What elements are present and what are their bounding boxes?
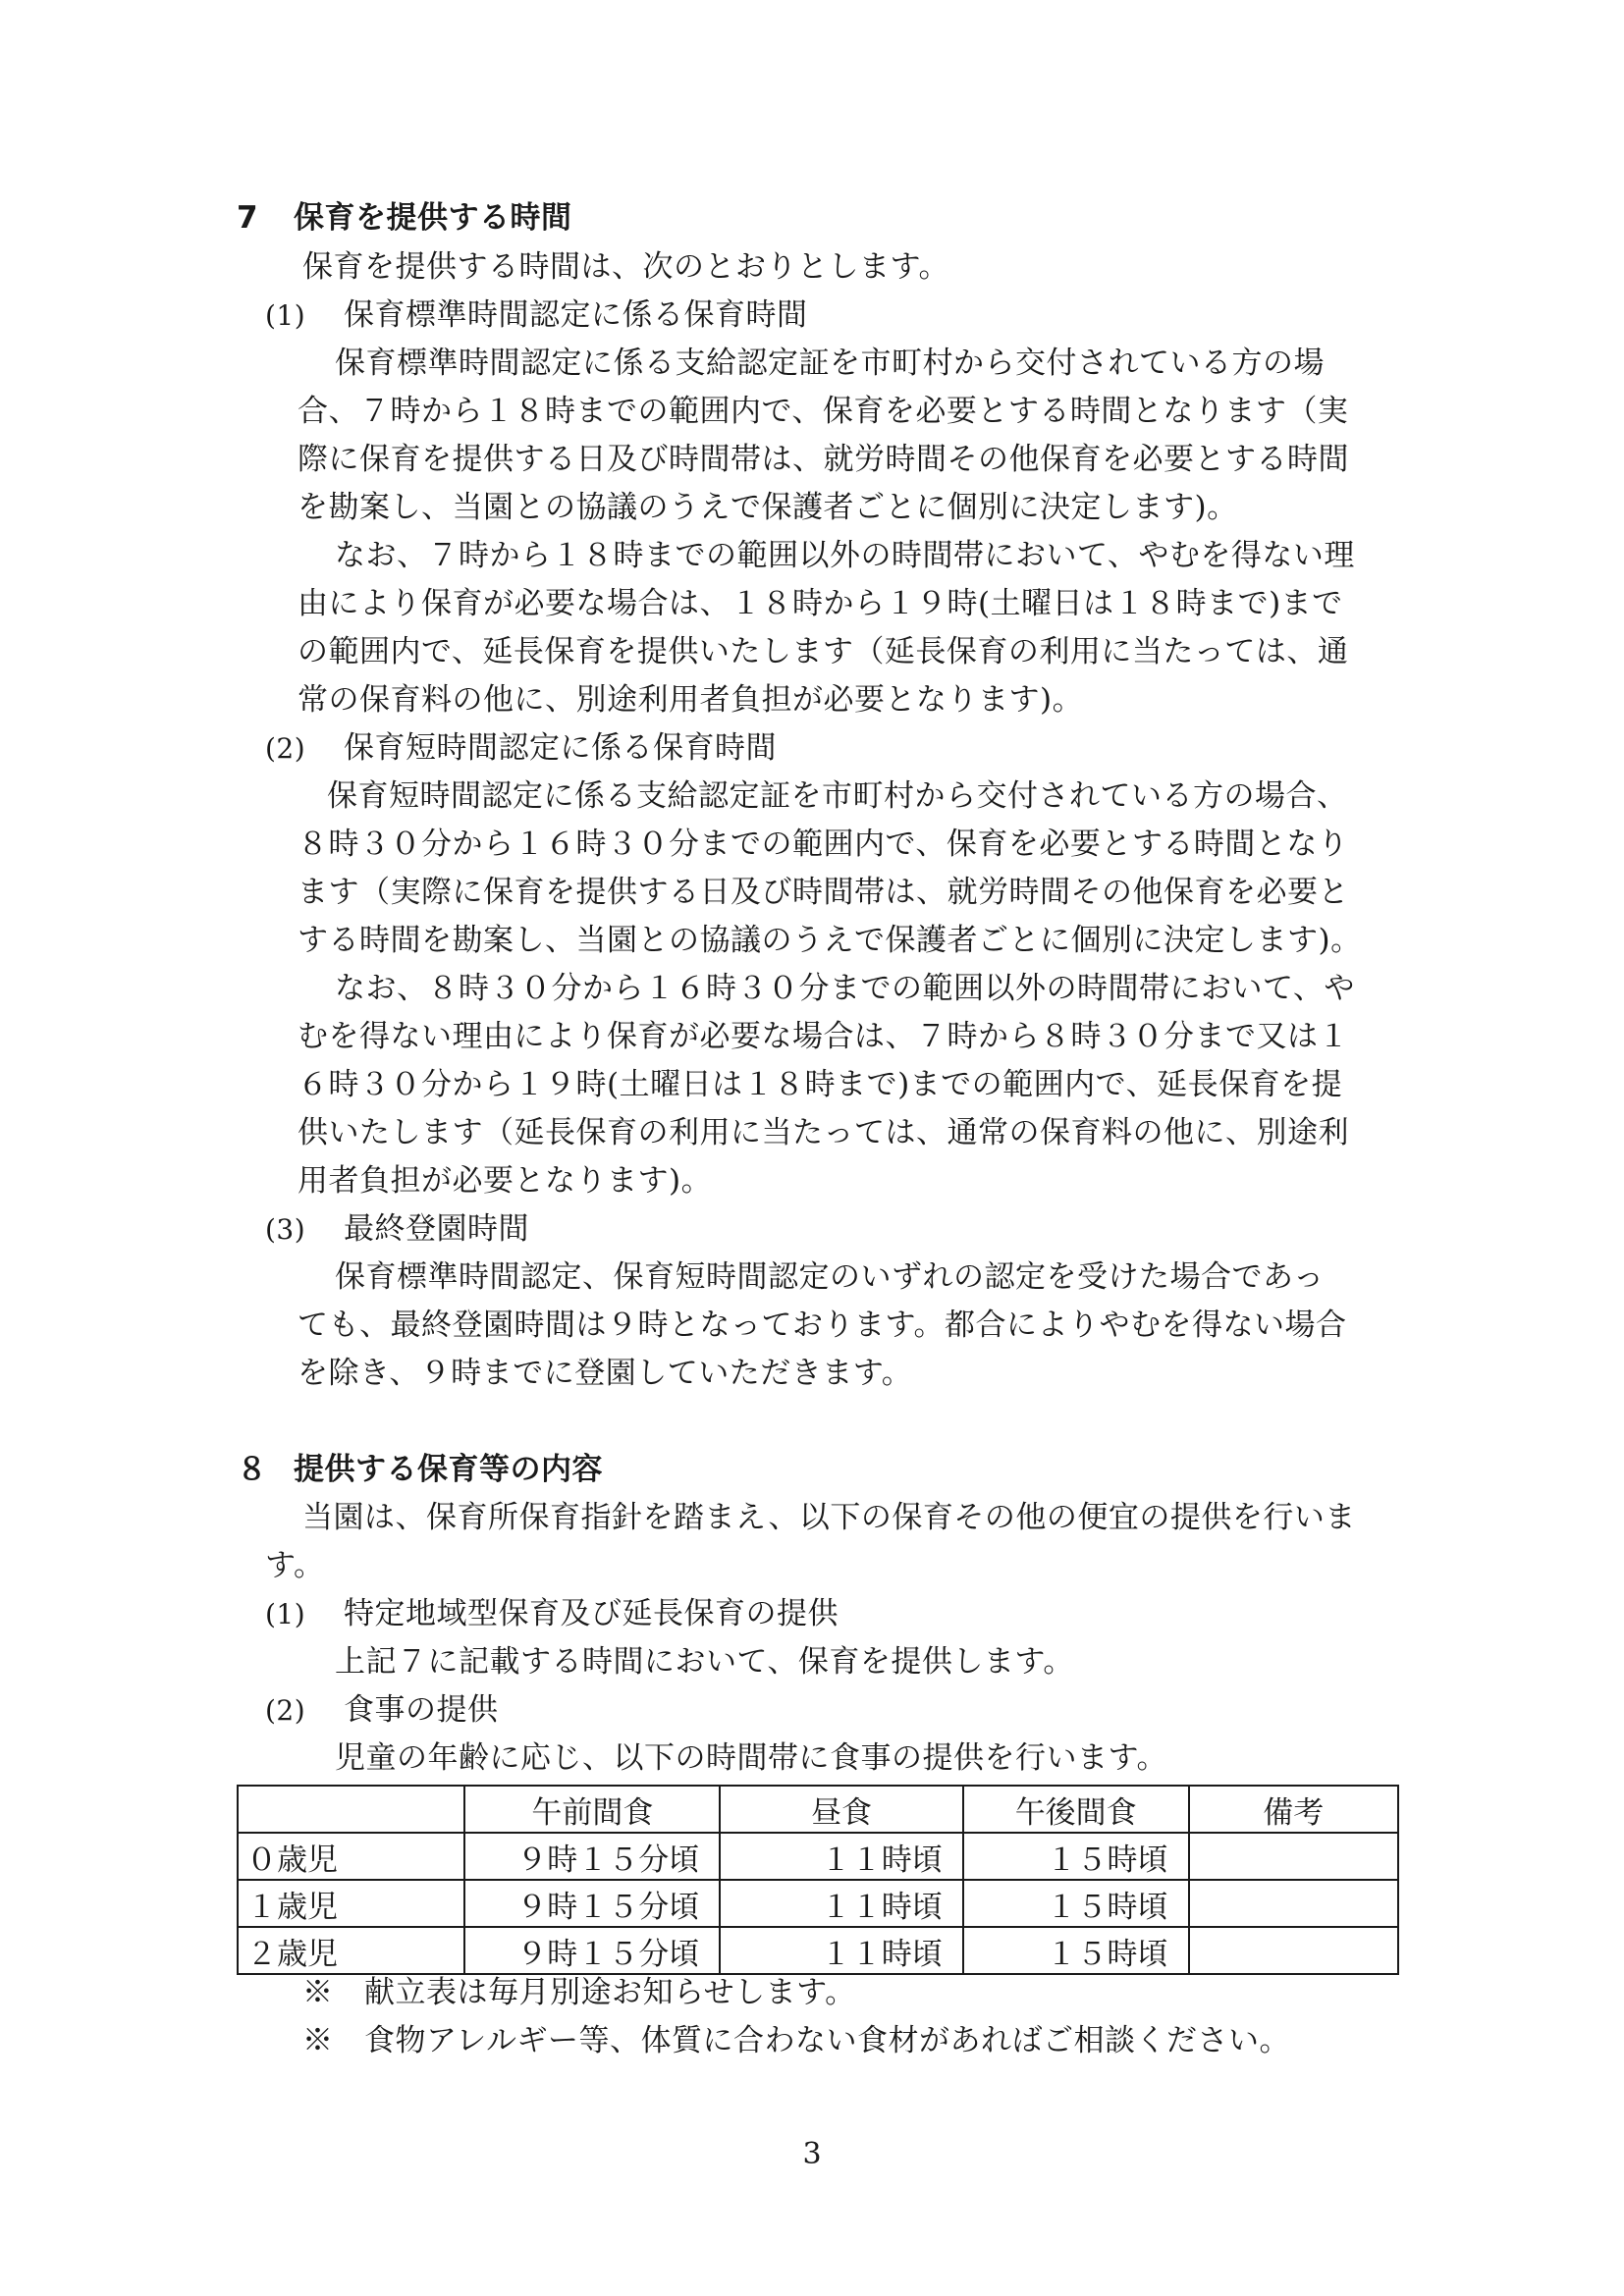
paragraph-line: 当園は、保育所保育指針を踏まえ、以下の保育その他の便宜の提供を行いま xyxy=(302,1500,1356,1535)
paragraph-line: ても、最終登園時間は９時となっております。都合によりやむを得ない場合 xyxy=(298,1308,1347,1343)
table-cell: ２歳児 xyxy=(238,1927,464,1974)
paragraph-line: ６時３０分から１９時(土曜日は１８時まで)までの範囲内で、延長保育を提 xyxy=(298,1067,1343,1102)
table-cell: １１時頃 xyxy=(720,1833,963,1880)
paragraph-line: 上記７に記載する時間において、保育を提供します。 xyxy=(335,1644,1074,1680)
table-cell: １歳児 xyxy=(238,1880,464,1927)
table-cell xyxy=(1189,1833,1398,1880)
paragraph-line: 供いたします（延長保育の利用に当たっては、通常の保育料の他に、別途利 xyxy=(298,1115,1349,1150)
subsection-7-3-title: 最終登園時間 xyxy=(344,1211,529,1247)
subsection-7-3-number: (3) xyxy=(265,1213,306,1246)
table-cell: ９時１５分頃 xyxy=(464,1880,720,1927)
paragraph-line: 常の保育料の他に、別途利用者負担が必要となります)。 xyxy=(298,682,1084,718)
subsection-7-1-heading xyxy=(265,295,808,336)
paragraph-line: 保育標準時間認定、保育短時間認定のいずれの認定を受けた場合であっ xyxy=(335,1259,1325,1295)
table-cell: ９時１５分頃 xyxy=(464,1927,720,1974)
subsection-7-1-number: (1) xyxy=(265,299,306,332)
section-7-number: 7 xyxy=(237,200,259,236)
table-cell xyxy=(1189,1880,1398,1927)
section-7-title: 保育を提供する時間 xyxy=(294,200,572,236)
subsection-8-2-number: (2) xyxy=(265,1694,306,1727)
paragraph-line: なお、８時３０分から１６時３０分までの範囲以外の時間帯において、や xyxy=(335,971,1355,1006)
subsection-8-2-title: 食事の提供 xyxy=(344,1692,499,1728)
paragraph-line: 際に保育を提供する日及び時間帯は、就労時間その他保育を必要とする時間 xyxy=(298,442,1349,477)
table-cell: １５時頃 xyxy=(963,1927,1189,1974)
section-7-intro: 保育を提供する時間は、次のとおりとします。 xyxy=(302,249,950,285)
table-header-cell: 備考 xyxy=(1189,1786,1398,1833)
table-row xyxy=(238,1880,1398,1927)
paragraph-line: 保育短時間認定に係る支給認定証を市町村から交付されている方の場合、 xyxy=(327,778,1348,814)
subsection-8-1-number: (1) xyxy=(265,1598,306,1630)
section-8-number: ８ xyxy=(237,1452,268,1487)
subsection-7-2-title: 保育短時間認定に係る保育時間 xyxy=(344,730,777,766)
paragraph-line: を勘案し、当園との協議のうえで保護者ごとに個別に決定します)。 xyxy=(298,490,1238,525)
paragraph-line: 合、７時から１８時までの範囲内で、保育を必要とする時間となります（実 xyxy=(298,394,1349,429)
note-line: ※ 食物アレルギー等、体質に合わない食材があればご相談ください。 xyxy=(302,2023,1290,2058)
meal-schedule-table xyxy=(237,1785,1399,1975)
paragraph-line: の範囲内で、延長保育を提供いたします（延長保育の利用に当たっては、通 xyxy=(298,634,1349,669)
paragraph-line: 用者負担が必要となります)。 xyxy=(298,1163,713,1199)
table-cell: １１時頃 xyxy=(720,1880,963,1927)
section-7-heading xyxy=(237,198,572,238)
table-cell xyxy=(1189,1927,1398,1974)
paragraph-line: す。 xyxy=(265,1548,325,1583)
subsection-7-2-heading xyxy=(265,728,777,769)
table-cell: ９時１５分頃 xyxy=(464,1833,720,1880)
section-8-title: 提供する保育等の内容 xyxy=(294,1452,603,1487)
paragraph-line: 児童の年齢に応じ、以下の時間帯に食事の提供を行います。 xyxy=(335,1740,1168,1776)
table-cell: １１時頃 xyxy=(720,1927,963,1974)
paragraph-line: 由により保育が必要な場合は、１８時から１９時(土曜日は１８時まで)まで xyxy=(298,586,1343,621)
subsection-8-1-title: 特定地域型保育及び延長保育の提供 xyxy=(344,1596,839,1631)
table-header-cell xyxy=(238,1786,464,1833)
table-row xyxy=(238,1927,1398,1974)
paragraph-line: むを得ない理由により保育が必要な場合は、７時から８時３０分まで又は１ xyxy=(298,1019,1349,1054)
table-header-cell: 午後間食 xyxy=(963,1786,1189,1833)
table-cell: １５時頃 xyxy=(963,1833,1189,1880)
paragraph-line: ８時３０分から１６時３０分までの範囲内で、保育を必要とする時間となり xyxy=(298,827,1349,862)
note-line: ※ 献立表は毎月別途お知らせします。 xyxy=(302,1975,856,2010)
page-number: 3 xyxy=(802,2137,822,2171)
subsection-7-2-number: (2) xyxy=(265,732,306,765)
table-header-row xyxy=(238,1786,1398,1833)
paragraph-line: ます（実際に保育を提供する日及び時間帯は、就労時間その他保育を必要と xyxy=(298,875,1349,910)
subsection-8-2-heading xyxy=(265,1690,499,1731)
paragraph-line: 保育標準時間認定に係る支給認定証を市町村から交付されている方の場 xyxy=(335,346,1325,381)
section-8-heading xyxy=(237,1450,603,1489)
table-cell: ０歳児 xyxy=(238,1833,464,1880)
subsection-7-3-heading xyxy=(265,1209,529,1250)
paragraph-line: する時間を勘案し、当園との協議のうえで保護者ごとに個別に決定します)。 xyxy=(298,923,1362,958)
subsection-7-1-title: 保育標準時間認定に係る保育時間 xyxy=(344,297,808,333)
paragraph-line: を除き、９時までに登園していただきます。 xyxy=(298,1356,913,1391)
table-header-cell: 午前間食 xyxy=(464,1786,720,1833)
table-row xyxy=(238,1833,1398,1880)
paragraph-line: なお、７時から１８時までの範囲以外の時間帯において、やむを得ない理 xyxy=(335,538,1355,573)
table-header-cell: 昼食 xyxy=(720,1786,963,1833)
table-cell: １５時頃 xyxy=(963,1880,1189,1927)
subsection-8-1-heading xyxy=(265,1594,839,1634)
